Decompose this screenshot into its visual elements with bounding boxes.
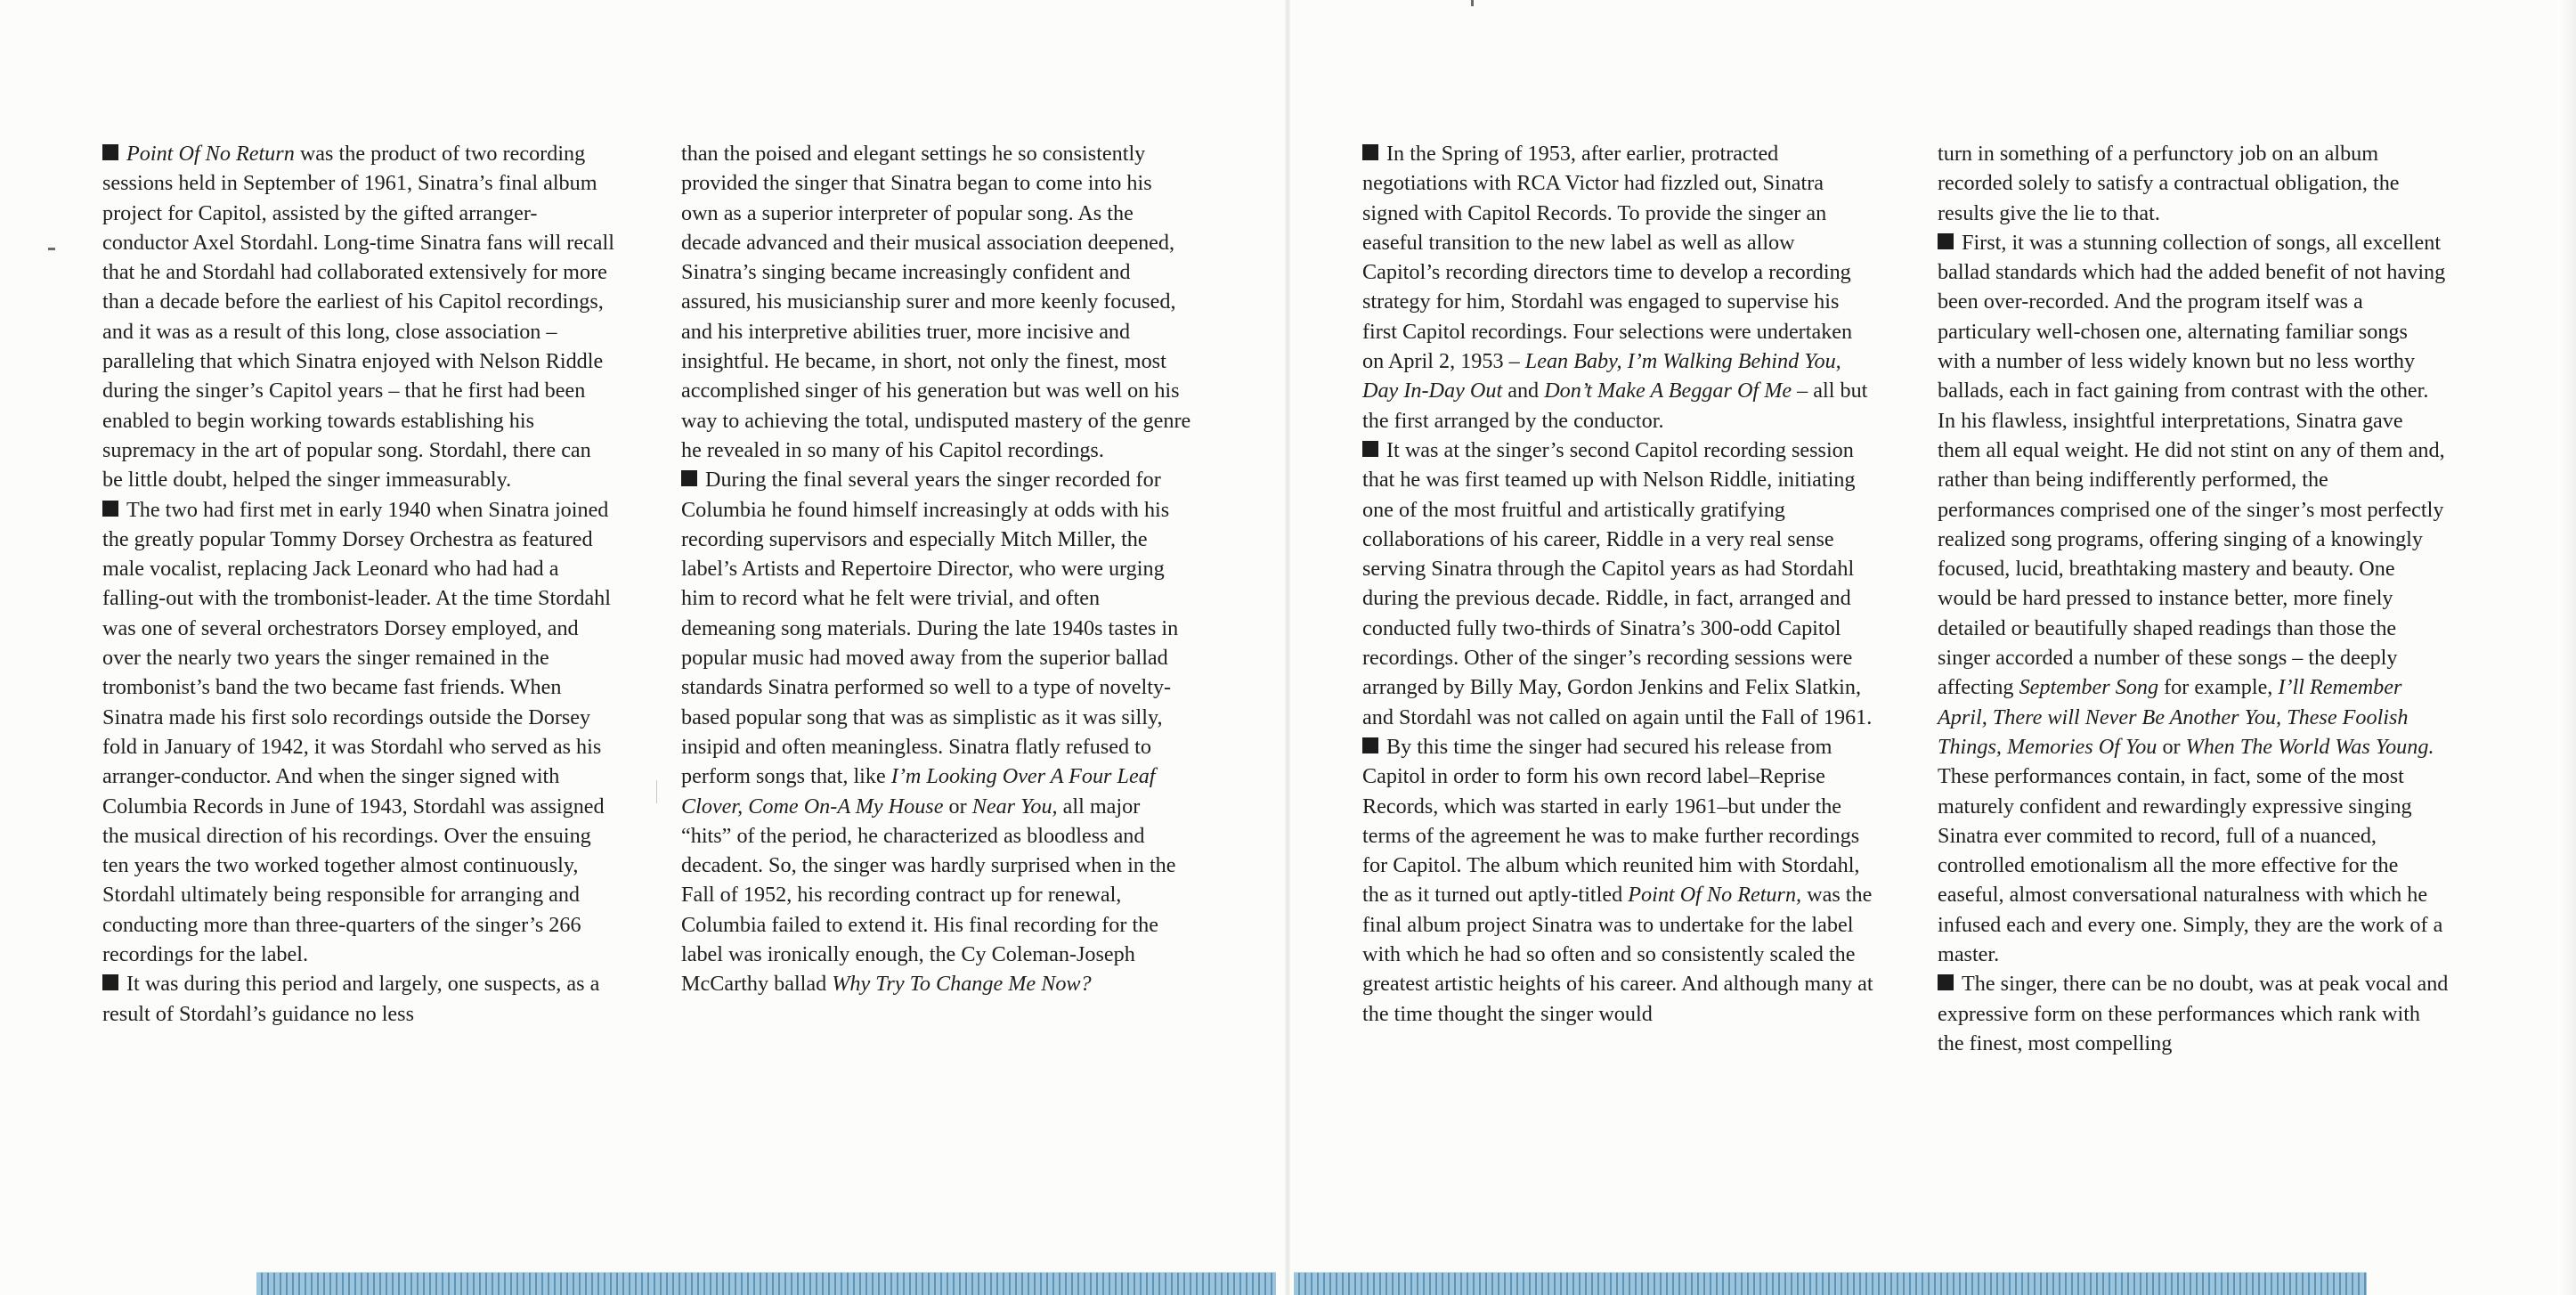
text-run: and [1502, 379, 1545, 403]
italic-title: Lean Baby, I’m Walking Behind You, Day In-Day Out [1362, 349, 1841, 403]
text-run: First, it was a stunning collection of songs, all excellent ballad standards which had the added benefit of not having been over-recorded. And the program itself was a particulary well-chosen one, alternating familiar songs with a number of less widely known but no less worthy ballads, each in fact gaining from contrast with the other. In his flawless, insightful interpretations, Sinatra gave them all equal weight. He did not stint on any of them and, rather than being indifferently performed, the performances comprised one of the singer’s most perfectly realized song programs, offering singing of a knowingly focused, lucid, breathtaking mastery and beauty. One would be hard pressed to instance better, more finely detailed or beautifully shaped readings than those the singer accorded a number of these songs – the deeply affecting [1938, 230, 2446, 700]
paragraph-mark-icon [1362, 144, 1378, 160]
page-edge [2557, 0, 2576, 1295]
paragraph-mark-icon [102, 144, 118, 160]
scan-speck [48, 248, 55, 250]
paragraph-mark-icon [102, 974, 118, 990]
paragraph [1938, 969, 2450, 1058]
paragraph [681, 139, 1193, 465]
italic-title: Don’t Make A Beggar Of Me [1544, 379, 1792, 403]
text-run: was the product of two recording sessions held in September of 1961, Sinatra’s final album project for Capitol, assisted by the gifted arranger-conductor Axel Stordahl. Long-time Sinatra fans will recall that he and Stordahl had collaborated extensively for more than a decade before the earliest of his Capitol recordings, and it was as a result of this long, close association – paralleling that which Sinatra enjoyed with Nelson Riddle during the singer’s Capitol years – that he first had been enabled to begin working towards establishing his supremacy in the art of popular song. Stordahl, there can be little doubt, helped the singer immeasurably. [102, 142, 614, 493]
text-run: or [2157, 734, 2186, 759]
text-run: turn in something of a perfunctory job on an album recorded solely to satisfy a contractual obligation, the results give the lie to that. [1938, 142, 2400, 225]
paragraph [1362, 732, 1874, 1029]
text-run: all major “hits” of the period, he characterized as bloodless and decadent. So, the singer was hardly surprised when in the Fall of 1952, his recording contract up for renewal, Columbia failed to extend it. His final recording for the label was ironically enough, the Cy Coleman-Joseph McCarthy ballad [681, 794, 1176, 997]
paragraph-mark-icon [1362, 441, 1378, 457]
decorative-strip [256, 1272, 1276, 1295]
paragraph-mark-icon [681, 470, 697, 486]
text-run: – all but the first arranged by the conductor. [1362, 379, 1868, 433]
italic-title: I’m Looking Over A Four Leaf Clover, Come On-A My House [681, 764, 1156, 819]
text-column [1362, 139, 1874, 1029]
paragraph [1938, 228, 2450, 969]
text-run: These performances contain, in fact, some of the most maturely confident and rewardingly expressive singing Sinatra ever commited to record, full of a nuanced, controlled emotionalism all the more effective for the easeful, almost conversational naturalness with which he infused each and every one. Simply, they are the work of a master. [1938, 764, 2443, 967]
italic-title: I’ll Remember April, There will Never Be Another You, These Foolish Things, Memories Of You [1938, 675, 2409, 759]
scan-speck [656, 780, 657, 803]
text-run: The singer, there can be no doubt, was at peak vocal and expressive form on these performances which rank with the finest, most compelling [1938, 972, 2449, 1055]
paragraph-mark-icon [1938, 974, 1954, 990]
paragraph [102, 969, 614, 1029]
text-run: The two had first met in early 1940 when Sinatra joined the greatly popular Tommy Dorsey Orchestra as featured male vocalist, replacing Jack Leonard who had had a falling-out with the trombonist-leader. At the time Stordahl was one of several orchestrators Dorsey employed, and over the nearly two years the singer remained in the trombonist’s band the two became fast friends. When Sinatra made his first solo recordings outside the Dorsey fold in January of 1942, it was Stordahl who served as his arranger-conductor. And when the singer signed with Columbia Records in June of 1943, Stordahl was assigned the musical direction of his recordings. Over the ensuing ten years the two worked together almost continuously, Stordahl ultimately being responsible for arranging and conducting more than three-quarters of the singer’s 266 recordings for the label. [102, 497, 611, 967]
text-run: was the final album project Sinatra was to undertake for the label with which he had so often and so consistently scaled the greatest artistic heights of his career. And although many at the time thought the singer would [1362, 883, 1873, 1026]
text-run: or [943, 794, 972, 819]
italic-title: Point Of No Return [126, 142, 295, 166]
paragraph [1362, 139, 1874, 436]
italic-title: Near You, [971, 794, 1058, 819]
paragraph [1938, 139, 2450, 228]
scan-speck [1471, 0, 1474, 6]
text-column [681, 139, 1193, 999]
decorative-strip [1294, 1272, 2367, 1295]
paragraph [681, 465, 1193, 998]
text-run: In the Spring of 1953, after earlier, protracted negotiations with RCA Victor had fizzled out, Sinatra signed with Capitol Records. To provide the singer an easeful transition to the new label as well as allow Capitol’s recording directors time to develop a recording strategy for him, Stordahl was engaged to supervise his first Capitol recordings. Four selections were undertaken on April 2, 1953 – [1362, 142, 1853, 374]
italic-title: September Song [2019, 675, 2159, 700]
paragraph-mark-icon [1362, 737, 1378, 753]
paragraph [102, 495, 614, 970]
italic-title: Why Try To Change Me Now? [832, 972, 1092, 997]
italic-title: Point Of No Return, [1628, 883, 1802, 908]
paragraph-mark-icon [102, 501, 118, 517]
text-run: for example, [2158, 675, 2279, 700]
paragraph [1362, 436, 1874, 732]
text-run: By this time the singer had secured his release from Capitol in order to form his own record label–Reprise Records, which was started in early 1961–but under the terms of the agreement he was to make further recordings for Capitol. The album which reunited him with Stordahl, the as it turned out aptly-titled [1362, 734, 1860, 908]
center-fold [1285, 0, 1290, 1295]
text-column [1938, 139, 2450, 1058]
text-run: It was at the singer’s second Capitol recording session that he was first teamed up with Nelson Riddle, initiating one of the most fruitful and artistically gratifying collaborations of his career, Riddle in a very real sense serving Sinatra through the Capitol years as had Stordahl during the previous decade. Riddle, in fact, arranged and conducted fully two-thirds of Sinatra’s 300-odd Capitol recordings. Other of the singer’s recording sessions were arranged by Billy May, Gordon Jenkins and Felix Slatkin, and Stordahl was not called on again until the Fall of 1961. [1362, 437, 1873, 729]
paragraph [102, 139, 614, 495]
text-column [102, 139, 614, 1029]
paragraph-mark-icon [1938, 233, 1954, 249]
text-run: than the poised and elegant settings he so consistently provided the singer that Sinatra began to come into his own as a superior interpreter of popular song. As the decade advanced and their musical association deepened, Sinatra’s singing became increasingly confident and assured, his musicianship surer and more keenly focused, and his interpretive abilities truer, more incisive and insightful. He became, in short, not only the finest, most accomplished singer of his generation but was well on his way to achieving the total, undisputed mastery of the genre he revealed in so many of his Capitol recordings. [681, 142, 1191, 462]
text-run: During the final several years the singer recorded for Columbia he found himself increasingly at odds with his recording supervisors and especially Mitch Miller, the label’s Artists and Repertoire Director, who were urging him to record what he felt were trivial, and often demeaning song materials. During the late 1940s tastes in popular music had moved away from the superior ballad standards Sinatra performed so well to a type of novelty- based popular song that was as simplistic as it was silly, insipid and often meaningless. Sinatra flatly refused to perform songs that, like [681, 468, 1179, 789]
italic-title: When The World Was Young. [2185, 734, 2434, 759]
text-run: It was during this period and largely, one suspects, as a result of Stordahl’s guidance no less [102, 972, 600, 1026]
